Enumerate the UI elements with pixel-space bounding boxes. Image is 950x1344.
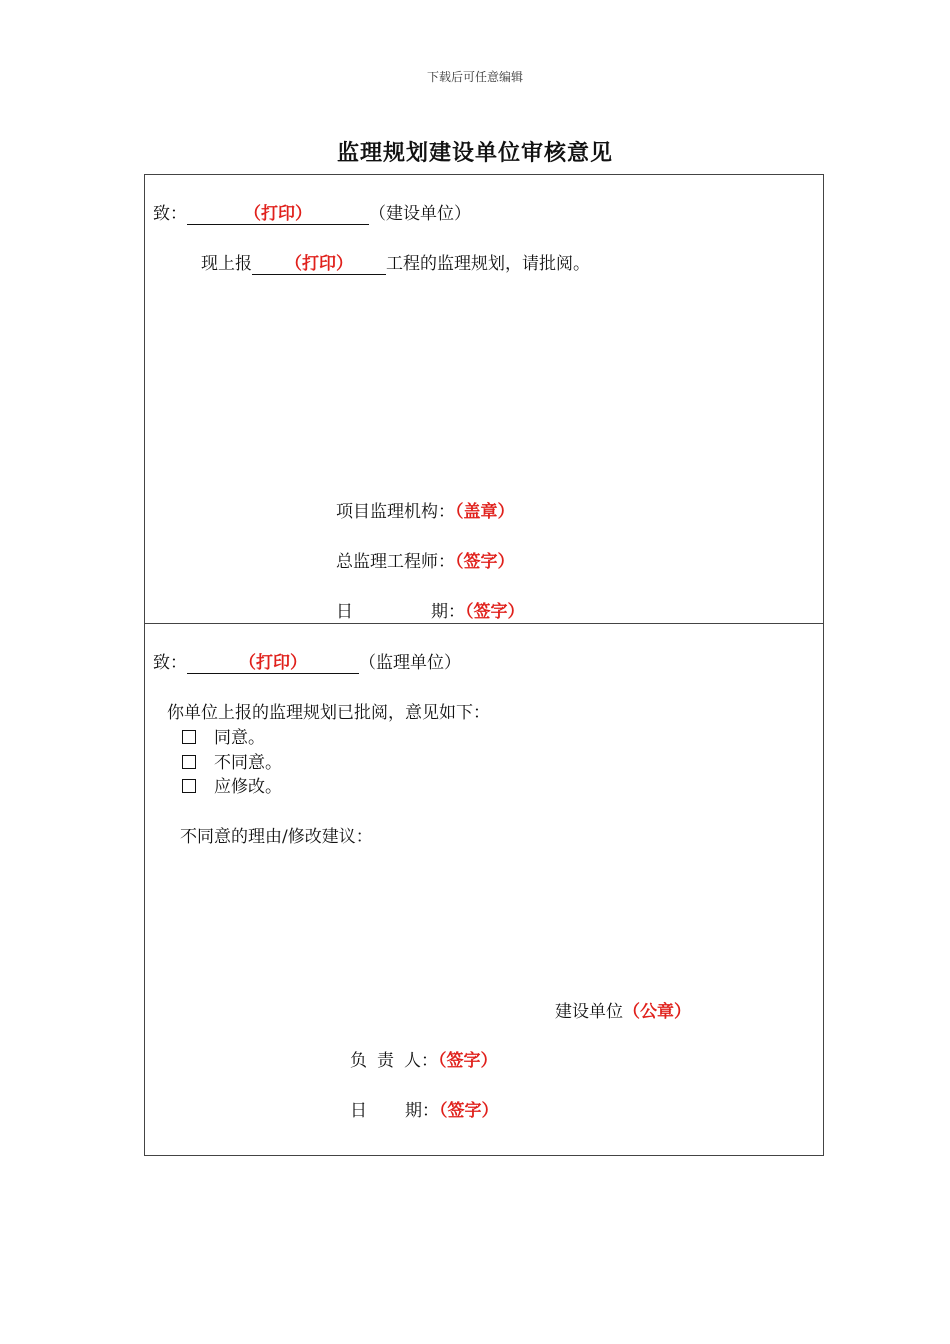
revise-checkbox[interactable] bbox=[182, 779, 196, 793]
s2-person-line bbox=[350, 1050, 498, 1072]
s2-person-label-c: 人： bbox=[404, 1051, 438, 1071]
s1-engineer-line bbox=[336, 551, 515, 573]
s1-report-suffix: 工程的监理规划，请批阅。 bbox=[386, 254, 590, 274]
s1-date-line bbox=[336, 601, 525, 623]
s1-date-label-b: 期： bbox=[431, 602, 465, 622]
s1-to-value: （打印） bbox=[244, 204, 312, 224]
s1-report-prefix: 现上报 bbox=[201, 254, 252, 274]
agree-checkbox[interactable] bbox=[182, 730, 196, 744]
section-divider bbox=[145, 623, 823, 624]
s2-unit-line bbox=[555, 1001, 691, 1023]
s1-org-line bbox=[336, 501, 515, 523]
s1-report-value: （打印） bbox=[285, 254, 353, 274]
s1-report-field[interactable] bbox=[252, 254, 386, 275]
s1-engineer-label: 总监理工程师： bbox=[336, 552, 455, 572]
s1-to-line bbox=[153, 203, 471, 225]
revise-label: 应修改。 bbox=[214, 777, 282, 797]
s2-date-label-b: 期： bbox=[405, 1101, 439, 1121]
review-form bbox=[144, 174, 824, 1156]
s2-to-suffix: （监理单位） bbox=[359, 653, 461, 673]
s2-to-field[interactable] bbox=[187, 653, 359, 674]
s2-unit-seal[interactable]: （公章） bbox=[623, 1002, 691, 1022]
s1-date-label-a: 日 bbox=[336, 602, 353, 622]
s2-person-label-b: 责 bbox=[377, 1051, 394, 1071]
s2-to-value: （打印） bbox=[239, 653, 307, 673]
s2-reason-label: 不同意的理由/修改建议： bbox=[180, 827, 373, 847]
s2-to-line bbox=[153, 652, 461, 674]
s1-report-line bbox=[201, 253, 590, 275]
s1-date-signature[interactable]: （签字） bbox=[465, 602, 525, 622]
s2-intro: 你单位上报的监理规划已批阅，意见如下： bbox=[167, 703, 490, 723]
s1-org-label: 项目监理机构： bbox=[336, 502, 455, 522]
agree-label: 同意。 bbox=[214, 728, 265, 748]
s2-date-signature[interactable]: （签字） bbox=[439, 1101, 499, 1121]
s2-option-revise bbox=[182, 776, 282, 798]
s1-to-suffix: （建设单位） bbox=[369, 204, 471, 224]
s2-to-prefix: 致： bbox=[153, 653, 187, 673]
s2-option-agree bbox=[182, 727, 265, 749]
disagree-label: 不同意。 bbox=[214, 753, 282, 773]
s2-date-label-a: 日 bbox=[350, 1101, 367, 1121]
page-title: 监理规划建设单位审核意见 bbox=[336, 140, 613, 166]
disagree-checkbox[interactable] bbox=[182, 755, 196, 769]
s2-unit-label: 建设单位 bbox=[555, 1002, 623, 1022]
s1-to-prefix: 致： bbox=[153, 204, 187, 224]
s1-org-seal[interactable]: （盖章） bbox=[455, 502, 515, 522]
header-note: 下载后可任意编辑 bbox=[426, 70, 523, 84]
s2-person-label-a: 负 bbox=[350, 1051, 367, 1071]
s2-date-line bbox=[350, 1100, 499, 1122]
s2-person-signature[interactable]: （签字） bbox=[438, 1051, 498, 1071]
s1-engineer-signature[interactable]: （签字） bbox=[455, 552, 515, 572]
s2-option-disagree bbox=[182, 752, 282, 774]
s1-to-field[interactable] bbox=[187, 204, 369, 225]
